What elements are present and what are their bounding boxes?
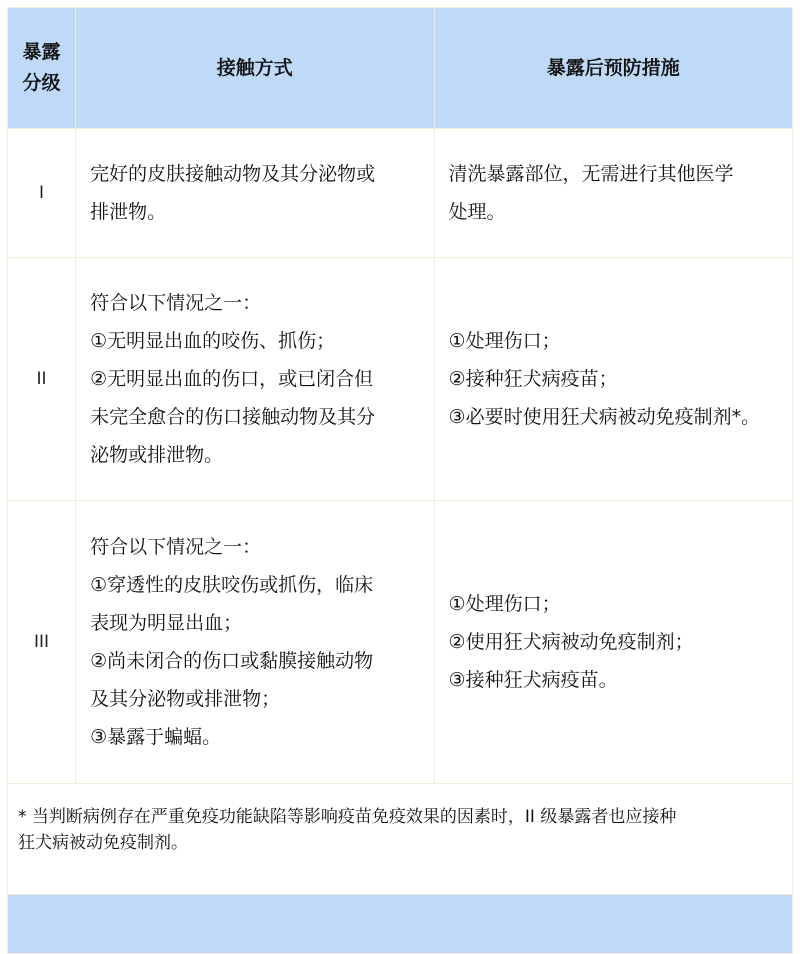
measure-cell	[434, 129, 792, 258]
contact-line: ③暴露于蝙蝠。	[90, 726, 222, 748]
contact-line: 及其分泌物或排泄物；	[90, 688, 281, 710]
contact-line: ①无明显出血的咬伤、抓伤；	[90, 330, 336, 352]
contact-cell	[76, 129, 434, 258]
level-cell: I	[8, 129, 76, 258]
measure-line: ③接种狂犬病疫苗。	[448, 669, 618, 691]
table-row-level-2	[8, 258, 793, 501]
measure-line: ①处理伤口；	[448, 330, 561, 352]
footer-bar	[7, 895, 793, 954]
table-row-level-3	[8, 501, 793, 784]
measure-line: 清洗暴露部位，无需进行其他医学	[448, 163, 734, 185]
contact-line: ②尚未闭合的伤口或黏膜接触动物	[90, 650, 374, 672]
footnote-line: * 当判断病例存在严重免疫功能缺陷等影响疫苗免疫效果的因素时，II 级暴露者也应接种	[18, 807, 677, 827]
contact-cell	[76, 258, 434, 501]
contact-line: ②无明显出血的伤口，或已闭合但	[90, 368, 374, 390]
contact-line: ①穿透性的皮肤咬伤或抓伤，临床	[90, 574, 374, 596]
contact-line: 符合以下情况之一：	[90, 536, 262, 558]
header-level	[8, 8, 76, 129]
measure-line: 处理。	[448, 201, 506, 223]
contact-line: 符合以下情况之一：	[90, 292, 262, 314]
contact-line: 表现为明显出血；	[90, 612, 243, 634]
table-header-row	[8, 8, 793, 129]
contact-line: 未完全愈合的伤口接触动物及其分	[90, 406, 376, 428]
exposure-classification-table	[7, 7, 793, 895]
contact-cell	[76, 501, 434, 784]
header-level-line1: 暴露	[22, 41, 61, 63]
level-cell: II	[8, 258, 76, 501]
footnote-line: 狂犬病被动免疫制剂。	[18, 833, 188, 853]
measure-cell	[434, 501, 792, 784]
header-level-line2: 分级	[22, 72, 61, 94]
measure-line: ②接种狂犬病疫苗；	[448, 368, 618, 390]
table-note-row	[8, 784, 793, 895]
contact-line: 完好的皮肤接触动物及其分泌物或	[90, 163, 376, 185]
header-measure: 暴露后预防措施	[434, 8, 792, 129]
header-contact: 接触方式	[76, 8, 434, 129]
measure-cell	[434, 258, 792, 501]
measure-line: ②使用狂犬病被动免疫制剂；	[448, 631, 694, 653]
table-row-level-1	[8, 129, 793, 258]
measure-line: ③必要时使用狂犬病被动免疫制剂*。	[448, 406, 761, 428]
level-cell: III	[8, 501, 76, 784]
exposure-table-container	[7, 7, 793, 954]
contact-line: 泌物或排泄物。	[90, 444, 224, 466]
footnote	[8, 784, 793, 895]
measure-line: ①处理伤口；	[448, 593, 561, 615]
contact-line: 排泄物。	[90, 201, 167, 223]
